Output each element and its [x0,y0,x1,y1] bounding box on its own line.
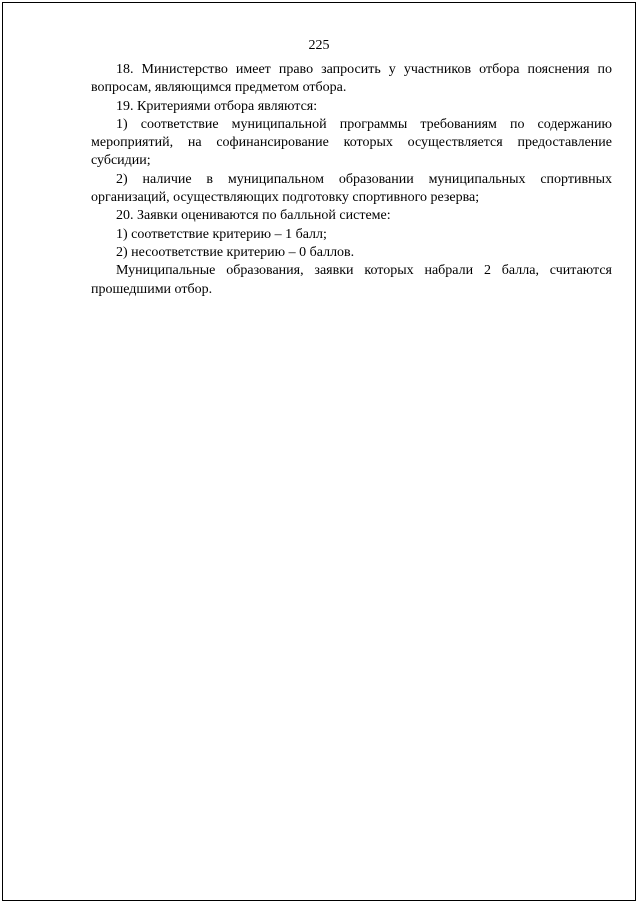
criterion-1: 1) соответствие муниципальной программы требованиям по содержанию мероприятий, на софинансирование которых осуществляется предоставление субсидии; [91,116,612,169]
paragraph-item-19: 19. Критериями отбора являются: [116,98,318,114]
document-body [91,61,612,299]
conclusion-paragraph: Муниципальные образования, заявки которых набрали 2 балла, считаются прошедшими отбор. [91,263,612,297]
document-page [2,2,636,901]
paragraph-item-18: 18. Министерство имеет право запросить у участников отбора пояснения по вопросам, являющимся предметом отбора. [91,62,612,96]
paragraph-item-20: 20. Заявки оцениваются по балльной системе: [116,208,391,224]
page-number: 225 [308,38,330,53]
score-mismatch: 2) несоответствие критерию – 0 баллов. [116,244,355,260]
score-match: 1) соответствие критерию – 1 балл; [116,226,327,242]
criterion-2: 2) наличие в муниципальном образовании муниципальных спортивных организаций, осуществляющих подготовку спортивного резерва; [91,171,612,206]
